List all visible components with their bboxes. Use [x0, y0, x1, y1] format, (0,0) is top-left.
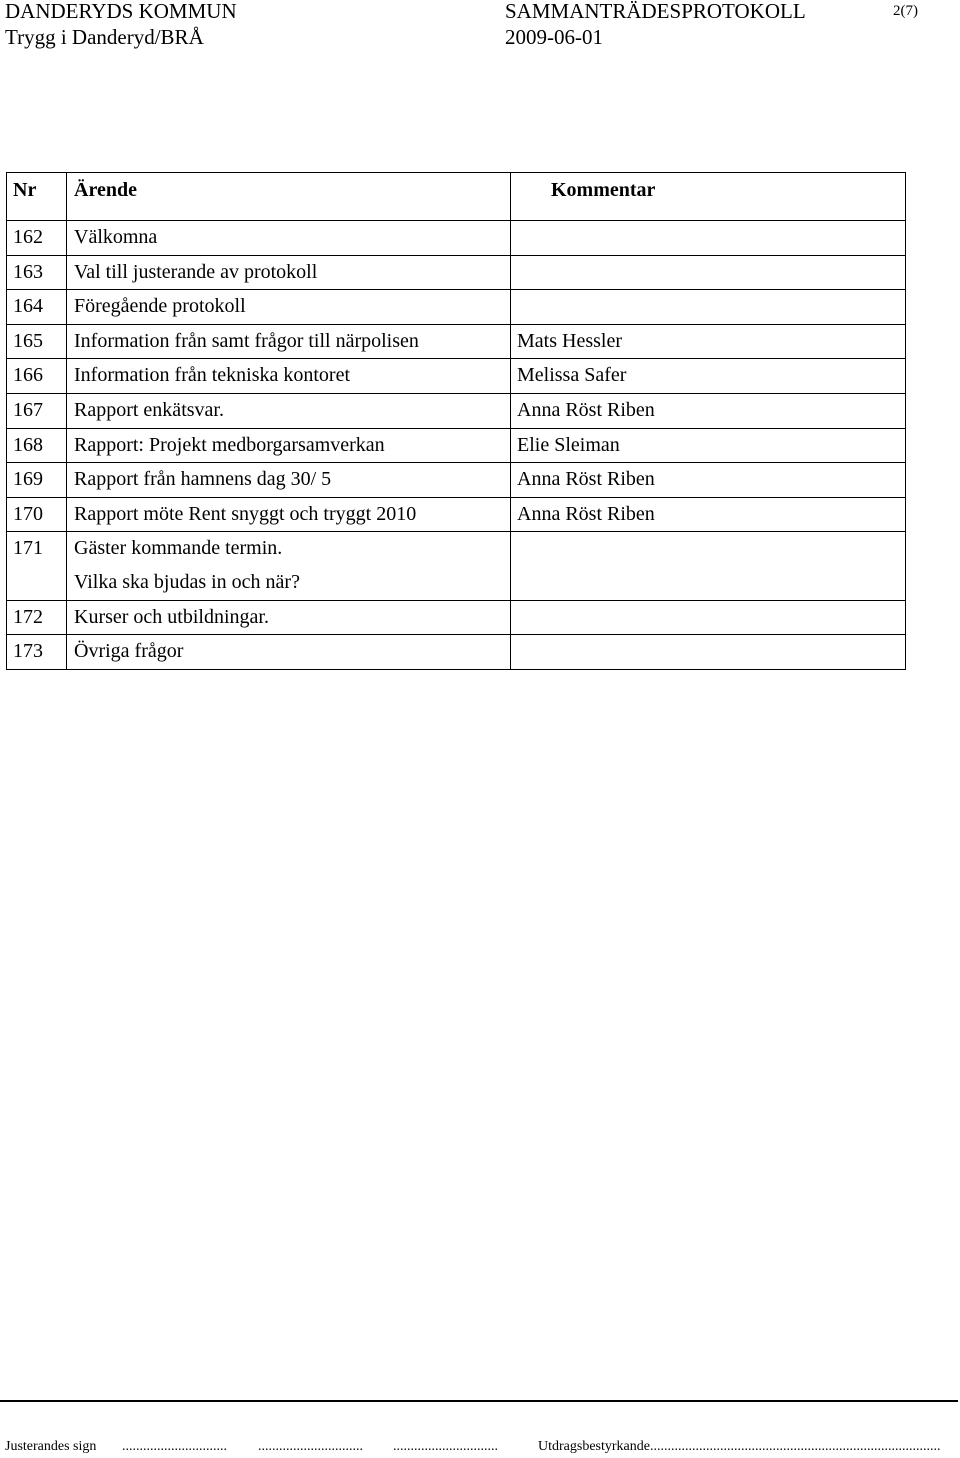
row-nr: 163 [7, 255, 67, 290]
header-left [5, 0, 237, 50]
table-row [7, 255, 906, 290]
extract-certification: Utdragsbestyrkande................................................................................... [538, 1439, 941, 1454]
row-nr: 169 [7, 463, 67, 498]
column-header-arende: Ärende [67, 173, 511, 221]
row-nr: 170 [7, 497, 67, 532]
row-arende-line: Övriga frågor [74, 640, 184, 663]
signature-field: .............................. [393, 1439, 498, 1454]
column-header-nr: Nr [7, 173, 67, 221]
row-nr: 165 [7, 324, 67, 359]
row-kommentar: Melissa Safer [511, 359, 906, 394]
signature-field: .............................. [258, 1439, 363, 1454]
row-nr: 164 [7, 290, 67, 325]
row-kommentar [511, 635, 906, 670]
row-nr: 162 [7, 221, 67, 256]
row-arende [67, 463, 511, 498]
row-arende-line: Val till justerande av protokoll [74, 260, 318, 283]
row-arende [67, 359, 511, 394]
row-arende [67, 635, 511, 670]
row-arende [67, 393, 511, 428]
row-kommentar: Anna Röst Riben [511, 393, 906, 428]
row-arende-line: Rapport: Projekt medborgarsamverkan [74, 433, 385, 456]
table-row [7, 359, 906, 394]
footer-divider [0, 1400, 958, 1402]
signature-field: .............................. [122, 1439, 227, 1454]
table-row [7, 497, 906, 532]
row-arende-line: Vilka ska bjudas in och när? [74, 570, 300, 593]
table-row [7, 393, 906, 428]
row-nr: 171 [7, 532, 67, 600]
row-kommentar: Elie Sleiman [511, 428, 906, 463]
row-arende-line: Gäster kommande termin. [74, 537, 283, 560]
row-arende [67, 600, 511, 635]
row-arende-line: Rapport möte Rent snyggt och tryggt 2010 [74, 502, 417, 525]
row-arende-line: Välkomna [74, 226, 158, 248]
row-arende [67, 497, 511, 532]
table-row [7, 532, 906, 600]
row-arende [67, 532, 511, 600]
row-nr: 166 [7, 359, 67, 394]
table-row [7, 600, 906, 635]
row-nr: 167 [7, 393, 67, 428]
row-kommentar [511, 532, 906, 600]
table-row [7, 635, 906, 670]
table-header-row [7, 173, 906, 221]
row-kommentar [511, 221, 906, 256]
row-kommentar [511, 600, 906, 635]
row-arende [67, 221, 511, 256]
row-kommentar [511, 255, 906, 290]
column-header-kommentar: Kommentar [511, 173, 906, 221]
agenda-table [6, 172, 906, 670]
row-nr: 168 [7, 428, 67, 463]
row-arende [67, 255, 511, 290]
agenda-table-head [7, 173, 906, 221]
table-row [7, 221, 906, 256]
row-arende [67, 324, 511, 359]
table-row [7, 428, 906, 463]
row-arende-line: Information från tekniska kontoret [74, 364, 351, 387]
row-arende [67, 290, 511, 325]
row-kommentar: Mats Hessler [511, 324, 906, 359]
signature-label: Justerandes sign [5, 1439, 97, 1454]
row-nr: 173 [7, 635, 67, 670]
organization-name: DANDERYDS KOMMUN [5, 0, 237, 23]
document-type: SAMMANTRÄDESPROTOKOLL [505, 0, 806, 23]
table-row [7, 290, 906, 325]
row-arende-line: Rapport enkätsvar. [74, 398, 224, 421]
table-row [7, 463, 906, 498]
row-nr: 172 [7, 600, 67, 635]
row-arende [67, 428, 511, 463]
page-number: 2(7) [893, 3, 918, 19]
row-arende-line: Rapport från hamnens dag 30/ 5 [74, 468, 332, 491]
agenda-table-body [7, 221, 906, 670]
row-arende-line: Föregående protokoll [74, 295, 246, 318]
header-center [505, 0, 806, 50]
table-row [7, 324, 906, 359]
meeting-date: 2009-06-01 [505, 25, 603, 49]
row-arende-line: Information från samt frågor till närpolisen [74, 329, 419, 352]
row-kommentar: Anna Röst Riben [511, 497, 906, 532]
row-kommentar [511, 290, 906, 325]
row-arende-line: Kurser och utbildningar. [74, 605, 269, 628]
row-kommentar: Anna Röst Riben [511, 463, 906, 498]
unit-name: Trygg i Danderyd/BRÅ [5, 25, 204, 49]
